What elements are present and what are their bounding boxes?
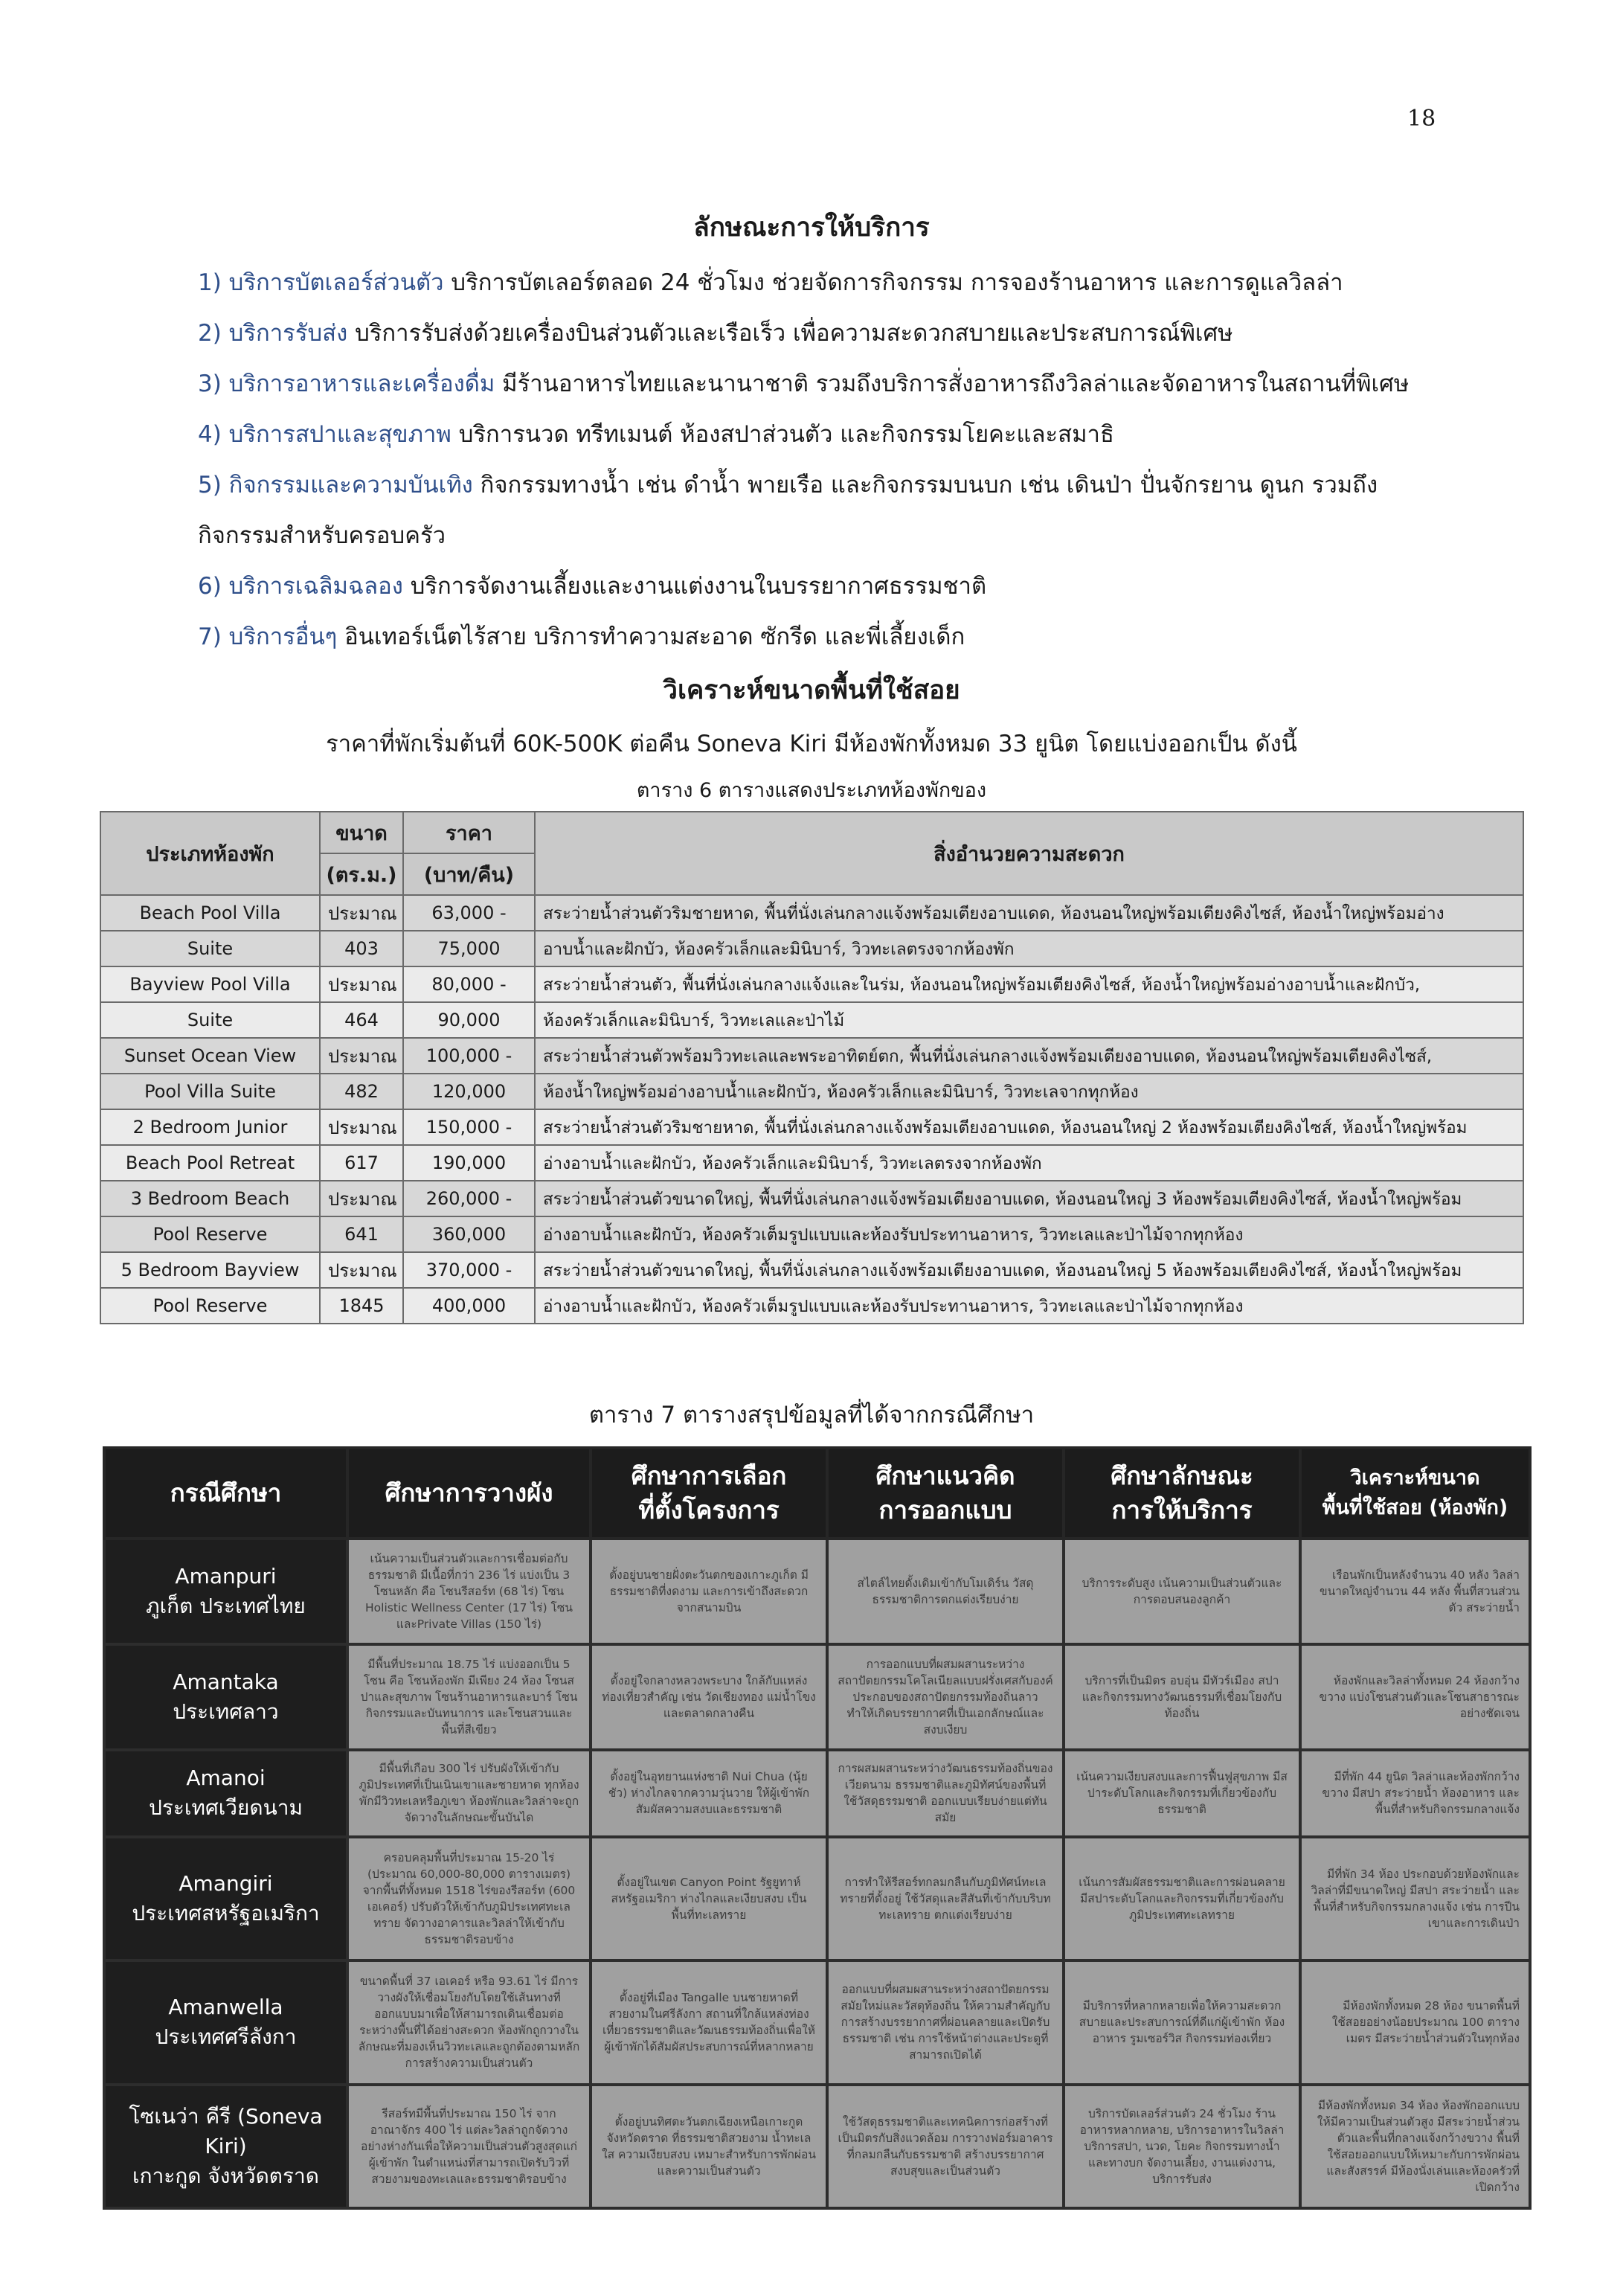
case-location: เกาะกูด จังหวัดตราด [132, 2163, 319, 2188]
concept-cell: การผสมผสานระหว่างวัฒนธรรมท้องถิ่นของเวียดนาม ธรรมชาติและภูมิทัศน์ของพื้นที่ ใช้วัสดุธรรมชาติ ออกแบบเรียบง่ายแต่ทันสมัย [827, 1750, 1064, 1837]
location-cell: ตั้งอยู่ที่เมือง Tangalle บนชายหาดที่สวยงามในศรีลังกา สถานที่ใกล้แหล่งท่องเที่ยวธรรมชาติและวัฒนธรรมท้องถิ่นเพื่อให้ผู้เข้าพักได้สัมผัสประสบการณ์ที่หลากหลาย [591, 1960, 827, 2085]
layout-cell: ขนาดพื้นที่ 37 เอเคอร์ หรือ 93.61 ไร่ มีการวางผังให้เชื่อมโยงกับโดยใช้เส้นทางที่ออกแบบมาเพื่อให้สามารถเดินเชื่อมต่อระหว่างพื้นที่ได้อย่างสะดวก ห้องพักถูกวางในลักษณะที่มองเห็นวิวทะเลและถูกต้องตามหลักการสร้างความเป็นส่วนตัว [347, 1960, 591, 2085]
header-service [1064, 1448, 1300, 1539]
room-amenities: อาบน้ำและฝักบัว, ห้องครัวเล็กและมินิบาร์, วิวทะเลตรงจากห้องพัก [535, 931, 1523, 966]
room-price: 360,000 [403, 1216, 535, 1252]
service-item [198, 409, 1447, 460]
service-text: บริการรับส่งด้วยเครื่องบินส่วนตัวและเรือเร็ว เพื่อความสะดวกสบายและประสบการณ์พิเศษ [347, 320, 1233, 347]
header-text: การออกแบบ [878, 1495, 1012, 1524]
service-cell: มีบริการที่หลากหลายเพื่อให้ความสะดวกสบายและประสบการณ์ที่ดีแก่ผู้เข้าพัก ห้องอาหาร รูมเซอร์วิส กิจกรรมท่องเที่ยว [1064, 1960, 1300, 2085]
area-heading: วิเคราะห์ขนาดพื้นที่ใช้สอย [663, 676, 960, 705]
case-name [104, 1539, 347, 1644]
service-label: 1) บริการบัตเลอร์ส่วนตัว [198, 269, 444, 296]
table-row [100, 1145, 1523, 1181]
table-row [100, 1288, 1523, 1324]
location-cell: ตั้งอยู่ใจกลางหลวงพระบาง ใกล้กับแหล่งท่องเที่ยวสำคัญ เช่น วัดเชียงทอง แม่น้ำโขง และตลาดกลางคืน [591, 1644, 827, 1750]
room-type: Suite [100, 1002, 320, 1038]
service-label: 3) บริการอาหารและเครื่องดื่ม [198, 371, 495, 397]
location-cell: ตั้งอยู่บนทิศตะวันตกเฉียงเหนือเกาะกูด จังหวัดตราด ที่ธรรมชาติสวยงาม น้ำทะเลใส ความเงียบสงบ เหมาะสำหรับการพักผ่อนและความเป็นส่วนตัว [591, 2085, 827, 2209]
header-text: กรณีศึกษา [170, 1478, 282, 1507]
case-name [104, 1837, 347, 1961]
table-row [100, 966, 1523, 1002]
concept-cell: สไตล์ไทยดั้งเดิมเข้ากับโมเดิร์น วัสดุธรรมชาติการตกแต่งเรียบง่าย [827, 1539, 1064, 1644]
layout-cell: มีพื้นที่ประมาณ 18.75 ไร่ แบ่งออกเป็น 5 โซน คือ โซนห้องพัก มีเพียง 24 ห้อง โซนสปาและสุขภาพ โซนร้านอาหารและบาร์ โซนกิจกรรมและบันทนาการ และโซนสวนและพื้นที่สีเขียว [347, 1644, 591, 1750]
header-text: ศึกษาลักษณะ [1111, 1461, 1253, 1490]
table-header-row [100, 812, 1523, 853]
header-text: ที่ตั้งโครงการ [638, 1495, 780, 1524]
room-type: 5 Bedroom Bayview [100, 1252, 320, 1288]
room-size: ประมาณ [320, 1252, 403, 1288]
service-text: บริการนวด ทรีทเมนต์ ห้องสปาส่วนตัว และกิจกรรมโยคะและสมาธิ [451, 421, 1114, 448]
room-price: 75,000 [403, 931, 535, 966]
table-row [104, 1539, 1530, 1644]
room-type: 3 Bedroom Beach [100, 1181, 320, 1216]
table-row [100, 1109, 1523, 1145]
table-row [100, 1074, 1523, 1109]
location-cell: ตั้งอยู่บนชายฝั่งตะวันตกของเกาะภูเก็ต มีธรรมชาติที่งดงาม และการเข้าถึงสะดวกจากสนามบิน [591, 1539, 827, 1644]
service-label: 5) กิจกรรมและความบันเทิง [198, 472, 473, 498]
room-type: Pool Reserve [100, 1288, 320, 1324]
concept-cell: ออกแบบที่ผสมผสานระหว่างสถาปัตยกรรมสมัยใหม่และวัสดุท้องถิ่น ให้ความสำคัญกับการสร้างบรรยากาศที่ผ่อนคลายและเปิดรับธรรมชาติ เช่น การใช้หน้าต่างและประตูที่สามารถเปิดได้ [827, 1960, 1064, 2085]
room-price: 190,000 [403, 1145, 535, 1181]
room-amenities: ห้องครัวเล็กและมินิบาร์, วิวทะเลและป่าไม้ [535, 1002, 1523, 1038]
service-list [198, 257, 1447, 662]
service-cell: บริการระดับสูง เน้นความเป็นส่วนตัวและการตอบสนองลูกค้า [1064, 1539, 1300, 1644]
room-size: ประมาณ [320, 1109, 403, 1145]
header-text: พื้นที่ใช้สอย (ห้องพัก) [1322, 1496, 1508, 1519]
room-price: 90,000 [403, 1002, 535, 1038]
case-title: Amangiri [179, 1870, 273, 1896]
table-row [100, 1038, 1523, 1074]
table-row [104, 1644, 1530, 1750]
case-location: ประเทศสหรัฐอเมริกา [132, 1900, 320, 1925]
table-row [104, 1960, 1530, 2085]
room-amenities: สระว่ายน้ำส่วนตัวพร้อมวิวทะเลและพระอาทิตย์ตก, พื้นที่นั่งเล่นกลางแจ้งพร้อมเตียงอาบแดด, ห้องนอนใหญ่พร้อมเตียงคิงไซส์, [535, 1038, 1523, 1074]
room-type: Pool Reserve [100, 1216, 320, 1252]
concept-cell: การออกแบบที่ผสมผสานระหว่างสถาปัตยกรรมโคโลเนียลแบบฝรั่งเศสกับองค์ประกอบของสถาปัตยกรรมท้องถิ่นลาว ทำให้เกิดบรรยากาศที่เป็นเอกลักษณ์และสงบเงียบ [827, 1644, 1064, 1750]
table-row [100, 1181, 1523, 1216]
case-name [104, 2085, 347, 2209]
case-study-table-image [103, 1446, 1529, 2210]
area-intro: ราคาที่พักเริ่มต้นที่ 60K-500K ต่อคืน Soneva Kiri มีห้องพักทั้งหมด 33 ยูนิต โดยแบ่งออกเป็น ดังนี้ [326, 731, 1297, 757]
header-area [1300, 1448, 1530, 1539]
service-heading: ลักษณะการให้บริการ [693, 213, 930, 243]
header-text: ศึกษาการวางผัง [385, 1478, 553, 1507]
case-title: Amanoi [186, 1766, 266, 1790]
case-location: ประเทศลาว [173, 1699, 279, 1724]
room-type: Beach Pool Villa [100, 895, 320, 931]
room-amenities: อ่างอาบน้ำและฝักบัว, ห้องครัวเล็กและมินิบาร์, วิวทะเลตรงจากห้องพัก [535, 1145, 1523, 1181]
service-label: 2) บริการรับส่ง [198, 320, 348, 347]
room-price: 150,000 - [403, 1109, 535, 1145]
case-title: Amantaka [173, 1669, 279, 1694]
room-size: ประมาณ [320, 1038, 403, 1074]
service-cell: บริการที่เป็นมิตร อบอุ่น มีทัวร์เมือง สปา และกิจกรรมทางวัฒนธรรมที่เชื่อมโยงกับท้องถิ่น [1064, 1644, 1300, 1750]
header-amenities: สิ่งอำนวยความสะดวก [535, 812, 1523, 895]
service-cell: บริการบัตเลอร์ส่วนตัว 24 ชั่วโมง ร้านอาหารหลากหลาย, บริการอาหารในวิลล่า บริการสปา, นวด, โยคะ กิจกรรมทางน้ำและทางบก จัดงานเลี้ยง, งานแต่งงาน, บริการรับส่ง [1064, 2085, 1300, 2209]
case-name [104, 1960, 347, 2085]
service-item [198, 460, 1447, 510]
room-size: ประมาณ [320, 966, 403, 1002]
service-label: 4) บริการสปาและสุขภาพ [198, 421, 451, 448]
service-text: บริการบัตเลอร์ตลอด 24 ชั่วโมง ช่วยจัดการกิจกรรม การจองร้านอาหาร และการดูแลวิลล่า [443, 269, 1343, 296]
header-text: การให้บริการ [1111, 1495, 1253, 1524]
header-size: ขนาด [320, 812, 403, 853]
header-location [591, 1448, 827, 1539]
room-price: 400,000 [403, 1288, 535, 1324]
room-size: 641 [320, 1216, 403, 1252]
table-row [104, 1750, 1530, 1837]
case-study-table [103, 1446, 1532, 2210]
service-item [198, 308, 1447, 359]
room-amenities: สระว่ายน้ำส่วนตัว, พื้นที่นั่งเล่นกลางแจ้งและในร่ม, ห้องนอนใหญ่พร้อมเตียงคิงไซส์, ห้องน้ำใหญ่พร้อมอ่างอาบน้ำและฝักบัว, [535, 966, 1523, 1002]
header-room-type: ประเภทห้องพัก [100, 812, 320, 895]
room-size: ประมาณ [320, 895, 403, 931]
case-location: ประเทศศรีลังกา [155, 2024, 297, 2050]
table-row [100, 931, 1523, 966]
room-amenities: สระว่ายน้ำส่วนตัวขนาดใหญ่, พื้นที่นั่งเล่นกลางแจ้งพร้อมเตียงอาบแดด, ห้องนอนใหญ่ 3 ห้องพร้อมเตียงคิงไซส์, ห้องน้ำใหญ่พร้อม [535, 1181, 1523, 1216]
table-row [104, 1837, 1530, 1961]
header-size-unit: (ตร.ม.) [320, 853, 403, 895]
header-concept [827, 1448, 1064, 1539]
room-type: Bayview Pool Villa [100, 966, 320, 1002]
table-header-row [104, 1448, 1530, 1539]
service-item-continued [198, 510, 1447, 561]
service-item [198, 612, 1447, 662]
page-number: 18 [1407, 106, 1436, 132]
layout-cell: มีพื้นที่เกือบ 300 ไร่ ปรับผังให้เข้ากับภูมิประเทศที่เป็นเนินเขาและชายหาด ทุกห้องพักมีวิวทะเลหรือภูเขา ห้องพักและวิลล่าจะถูกจัดวางในลักษณะขั้นบันได [347, 1750, 591, 1837]
room-size: 482 [320, 1074, 403, 1109]
area-cell: เรือนพักเป็นหลังจำนวน 40 หลัง วิลล่าขนาดใหญ่จำนวน 44 หลัง พื้นที่สวนส่วนตัว สระว่ายน้ำ [1300, 1539, 1530, 1644]
service-text: มีร้านอาหารไทยและนานาชาติ รวมถึงบริการสั่งอาหารถึงวิลล่าและจัดอาหารในสถานที่พิเศษ [495, 371, 1410, 397]
room-amenities: ห้องน้ำใหญ่พร้อมอ่างอาบน้ำและฝักบัว, ห้องครัวเล็กและมินิบาร์, วิวทะเลจากทุกห้อง [535, 1074, 1523, 1109]
concept-cell: การทำให้รีสอร์ทกลมกลืนกับภูมิทัศน์ทะเลทรายที่ตั้งอยู่ ใช้วัสดุและสีสันที่เข้ากับบริบททะเลทราย ตกแต่งเรียบง่าย [827, 1837, 1064, 1961]
service-item [198, 561, 1447, 612]
table-row [104, 2085, 1530, 2209]
room-type: Beach Pool Retreat [100, 1145, 320, 1181]
case-title: โซเนว่า คีรี (Soneva Kiri) [129, 2103, 323, 2158]
service-text: บริการจัดงานเลี้ยงและงานแต่งงานในบรรยากาศธรรมชาติ [402, 573, 987, 600]
room-price: 100,000 - [403, 1038, 535, 1074]
table-row [100, 895, 1523, 931]
service-cell: เน้นการสัมผัสธรรมชาติและการผ่อนคลาย มีสปาระดับโลกและกิจกรรมที่เกี่ยวข้องกับภูมิประเทศทะเลทราย [1064, 1837, 1300, 1961]
area-cell: ห้องพักและวิลล่าทั้งหมด 24 ห้องกว้างขวาง แบ่งโซนส่วนตัวและโซนสาธารณะอย่างชัดเจน [1300, 1644, 1530, 1750]
location-cell: ตั้งอยู่ในอุทยานแห่งชาติ Nui Chua (นุ้ยชัว) ห่างไกลจากความวุ่นวาย ให้ผู้เข้าพักสัมผัสความสงบและธรรมชาติ [591, 1750, 827, 1837]
room-price: 80,000 - [403, 966, 535, 1002]
room-price: 120,000 [403, 1074, 535, 1109]
header-case [104, 1448, 347, 1539]
service-text: กิจกรรมสำหรับครอบครัว [198, 522, 446, 549]
table-row [100, 1216, 1523, 1252]
case-location: ภูเก็ต ประเทศไทย [146, 1593, 306, 1618]
room-type: Suite [100, 931, 320, 966]
room-size: 617 [320, 1145, 403, 1181]
case-title: Amanwella [168, 1995, 283, 2020]
area-cell: มีที่พัก 34 ห้อง ประกอบด้วยห้องพักและวิลล่าที่มีขนาดใหญ่ มีสปา สระว่ายน้ำ และพื้นที่สำหรับกิจกรรมกลางแจ้ง เช่น การปีนเขาและการเดินป่า [1300, 1837, 1530, 1961]
case-name [104, 1750, 347, 1837]
service-text: อินเทอร์เน็ตไร้สาย บริการทำความสะอาด ซักรีด และพี่เลี้ยงเด็ก [337, 623, 965, 650]
header-layout [347, 1448, 591, 1539]
layout-cell: เน้นความเป็นส่วนตัวและการเชื่อมต่อกับธรรมชาติ มีเนื้อที่กว่า 236 ไร่ แบ่งเป็น 3 โซนหลัก คือ โซนรีสอร์ท (68 ไร่) โซน Holistic Wellness Center (17 ไร่) โซน และPrivate Villas (150 ไร่) [347, 1539, 591, 1644]
room-amenities: สระว่ายน้ำส่วนตัวริมชายหาด, พื้นที่นั่งเล่นกลางแจ้งพร้อมเตียงอาบแดด, ห้องนอนใหญ่ 2 ห้องพร้อมเตียงคิงไซส์, ห้องน้ำใหญ่พร้อม [535, 1109, 1523, 1145]
header-text: ศึกษาแนวคิด [875, 1461, 1015, 1490]
header-price: ราคา [403, 812, 535, 853]
room-size: 464 [320, 1002, 403, 1038]
layout-cell: รีสอร์ทมีพื้นที่ประมาณ 150 ไร่ จากอาณาจักร 400 ไร่ แต่ละวิลล่าถูกจัดวางอย่างห่างกันเพื่อให้ความเป็นส่วนตัวสูงสุดแก่ผู้เข้าพัก ในตำแหน่งที่สามารถเปิดรับวิวที่สวยงามของทะเลและธรรมชาติรอบข้าง [347, 2085, 591, 2209]
room-type-table [100, 811, 1524, 1324]
room-size: ประมาณ [320, 1181, 403, 1216]
service-label: 7) บริการอื่นๆ [198, 623, 338, 650]
room-amenities: อ่างอาบน้ำและฝักบัว, ห้องครัวเต็มรูปแบบและห้องรับประทานอาหาร, วิวทะเลและป่าไม้จากทุกห้อง [535, 1216, 1523, 1252]
case-name [104, 1644, 347, 1750]
area-cell: มีห้องพักทั้งหมด 28 ห้อง ขนาดพื้นที่ใช้สอยอย่างน้อยประมาณ 100 ตารางเมตร มีสระว่ายน้ำส่วนตัวในทุกห้อง [1300, 1960, 1530, 2085]
header-text: วิเคราะห์ขนาด [1350, 1466, 1480, 1489]
table-row [100, 1252, 1523, 1288]
room-type: Pool Villa Suite [100, 1074, 320, 1109]
service-text: กิจกรรมทางน้ำ เช่น ดำน้ำ พายเรือ และกิจกรรมบนบก เช่น เดินป่า ปั่นจักรยาน ดูนก รวมถึง [472, 472, 1378, 498]
case-title: Amanpuri [175, 1563, 277, 1588]
room-size: 1845 [320, 1288, 403, 1324]
room-type: Sunset Ocean View [100, 1038, 320, 1074]
layout-cell: ครอบคลุมพื้นที่ประมาณ 15-20 ไร่ (ประมาณ 60,000-80,000 ตารางเมตร) จากพื้นที่ทั้งหมด 1518 ไร่ของรีสอร์ท (600 เอเคอร์) ปรับตัวให้เข้ากับภูมิประเทศทะเลทราย จัดวางอาคารและวิลล่าให้เข้ากับธรรมชาติรอบข้าง [347, 1837, 591, 1961]
area-cell: มีที่พัก 44 ยูนิต วิลล่าและห้องพักกว้างขวาง มีสปา สระว่ายน้ำ ห้องอาหาร และพื้นที่สำหรับกิจกรรมกลางแจ้ง [1300, 1750, 1530, 1837]
service-item [198, 359, 1447, 409]
table6-caption: ตาราง 6 ตารางแสดงประเภทห้องพักของ [636, 779, 987, 802]
service-label: 6) บริการเฉลิมฉลอง [198, 573, 403, 600]
room-size: 403 [320, 931, 403, 966]
area-cell: มีห้องพักทั้งหมด 34 ห้อง ห้องพักออกแบบให้มีความเป็นส่วนตัวสูง มีสระว่ายน้ำส่วนตัวและพื้นที่กลางแจ้งกว้างขวาง พื้นที่ใช้สอยออกแบบให้เหมาะกับการพักผ่อนและสังสรรค์ มีห้องนั่งเล่นและห้องครัวที่เปิดกว้าง [1300, 2085, 1530, 2209]
table-row [100, 1002, 1523, 1038]
room-amenities: สระว่ายน้ำส่วนตัวขนาดใหญ่, พื้นที่นั่งเล่นกลางแจ้งพร้อมเตียงอาบแดด, ห้องนอนใหญ่ 5 ห้องพร้อมเตียงคิงไซส์, ห้องน้ำใหญ่พร้อม [535, 1252, 1523, 1288]
room-type: 2 Bedroom Junior [100, 1109, 320, 1145]
room-price: 63,000 - [403, 895, 535, 931]
header-text: ศึกษาการเลือก [631, 1461, 787, 1490]
room-amenities: สระว่ายน้ำส่วนตัวริมชายหาด, พื้นที่นั่งเล่นกลางแจ้งพร้อมเตียงอาบแดด, ห้องนอนใหญ่พร้อมเตียงคิงไซส์, ห้องน้ำใหญ่พร้อมอ่าง [535, 895, 1523, 931]
room-price: 260,000 - [403, 1181, 535, 1216]
service-item [198, 257, 1447, 308]
concept-cell: ใช้วัสดุธรรมชาติและเทคนิคการก่อสร้างที่เป็นมิตรกับสิ่งแวดล้อม การวางฟอร์มอาคารที่กลมกลืนกับธรรมชาติ สร้างบรรยากาศสงบสุขและเป็นส่วนตัว [827, 2085, 1064, 2209]
room-amenities: อ่างอาบน้ำและฝักบัว, ห้องครัวเต็มรูปแบบและห้องรับประทานอาหาร, วิวทะเลและป่าไม้จากทุกห้อง [535, 1288, 1523, 1324]
header-price-unit: (บาท/คืน) [403, 853, 535, 895]
room-price: 370,000 - [403, 1252, 535, 1288]
table7-caption: ตาราง 7 ตารางสรุปข้อมูลที่ได้จากกรณีศึกษา [588, 1402, 1035, 1428]
case-location: ประเทศเวียดนาม [149, 1795, 303, 1820]
location-cell: ตั้งอยู่ในเขต Canyon Point รัฐยูทาห์ สหรัฐอเมริกา ห่างไกลและเงียบสงบ เป็นพื้นที่ทะเลทราย [591, 1837, 827, 1961]
service-cell: เน้นความเงียบสงบและการฟื้นฟูสุขภาพ มีสปาระดับโลกและกิจกรรมที่เกี่ยวข้องกับธรรมชาติ [1064, 1750, 1300, 1837]
